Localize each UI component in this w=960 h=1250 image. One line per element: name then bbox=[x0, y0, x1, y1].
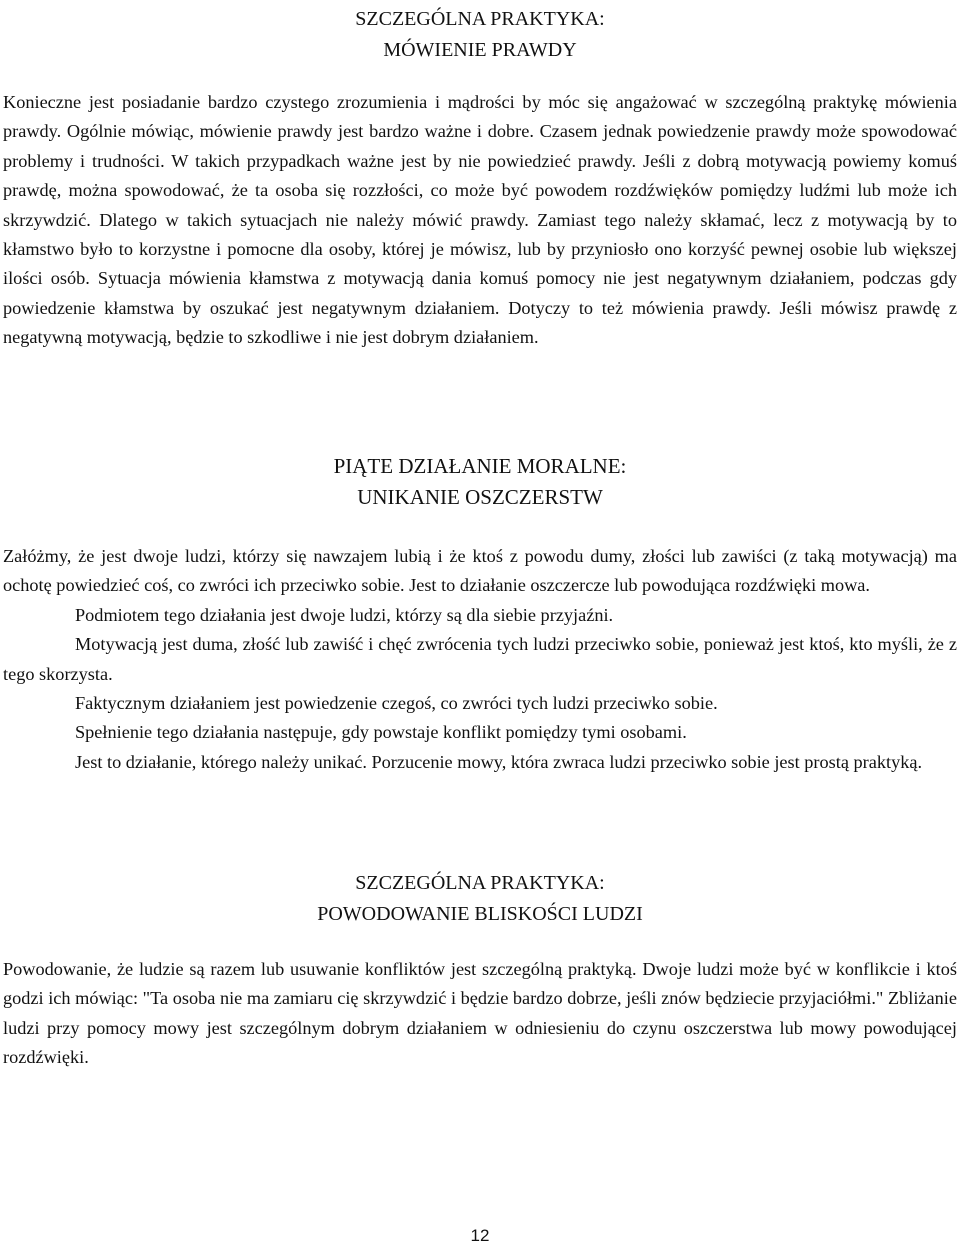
paragraph-slander-intro: Załóżmy, że jest dwoje ludzi, którzy się nawzajem lubią i że ktoś z powodu dumy, złości lub zawiści (z taką motywacją) ma ochotę powiedzieć coś, co zwróci ich przeciwko sobie. Jest to działanie oszczercze lub powodująca rozdźwięki mowa. bbox=[3, 546, 957, 596]
paragraph-speaking-truth: Konieczne jest posiadanie bardzo czystego zrozumienia i mądrości by móc się angażować w szczególną praktykę mówienia prawdy. Ogólnie mówiąc, mówienie prawdy jest bardzo ważne i dobre. Czasem jednak powiedzenie prawdy może spowodować problemy i trudności. W takich przypadkach ważne jest by nie powiedzieć prawdy. Jeśli z dobrą motywacją powiemy komuś prawdę, można spowodować, że ta osoba się rozzłości, co może być powodem rozdźwięków pomiędzy ludźmi lub może ich skrzywdzić. Dlatego w takich sytuacjach nie należy mówić prawdy. Zamiast tego należy skłamać, lecz z motywacją by to kłamstwo było to korzystne i pomocne dla osoby, której je mówisz, lub by przyniosło ono korzyść pewnej osobie lub większej ilości osób. Sytuacja mówienia kłamstwa z motywacją dania komuś pomocy nie jest negatywnym działaniem, podczas gdy powiedzenie kłamstwa by oszukać jest negatywnym działaniem. Dotyczy to też mówienia prawdy. Jeśli mówisz prawdę z negatywną motywacją, będzie to szkodliwe i nie jest dobrym działaniem. bbox=[3, 92, 957, 348]
paragraph-item: Jest to działanie, którego należy unikać. Porzucenie mowy, która zwraca ludzi przeciwko sobie jest prostą praktyką. bbox=[75, 751, 923, 772]
slander-section-body bbox=[3, 542, 957, 777]
paragraph-item: Motywacją jest duma, złość lub zawiść i chęć zwrócenia tych ludzi przeciwko sobie, ponieważ jest ktoś, kto myśli, że z tego skorzysta. bbox=[3, 634, 957, 684]
heading-line: PIĄTE DZIAŁANIE MORALNE: bbox=[333, 454, 627, 478]
paragraph-item: Spełnienie tego działania następuje, gdy powstaje konflikt pomiędzy tymi osobami. bbox=[75, 722, 687, 743]
paragraph-bringing-people-together: Powodowanie, że ludzie są razem lub usuwanie konfliktów jest szczególną praktyką. Dwoje ludzi może być w konflikcie i ktoś godzi ich mówiąc: "Ta osoba nie ma zamiaru cię skrzywdzić i będzie bardzo dobrze, jeśli znów będziecie przyjaciółmi." Zbliżanie ludzi przy pomocy mowy jest szczególnym dobrym działaniem w odniesieniu do czynu oszczerstwa lub mowy powodującej rozdźwięki. bbox=[3, 959, 957, 1068]
section-heading-avoiding-slander bbox=[0, 451, 960, 513]
heading-line: MÓWIENIE PRAWDY bbox=[383, 39, 577, 61]
section-heading-bringing-people-together bbox=[0, 868, 960, 930]
heading-line: SZCZEGÓLNA PRAKTYKA: bbox=[355, 8, 605, 30]
paragraph-item: Faktycznym działaniem jest powiedzenie czegoś, co zwróci tych ludzi przeciwko sobie. bbox=[75, 693, 718, 714]
page-number: 12 bbox=[470, 1226, 490, 1245]
heading-line: SZCZEGÓLNA PRAKTYKA: bbox=[355, 872, 605, 894]
heading-line: POWODOWANIE BLISKOŚCI LUDZI bbox=[317, 903, 643, 925]
paragraph-item: Podmiotem tego działania jest dwoje ludzi, którzy są dla siebie przyjaźni. bbox=[75, 604, 614, 625]
heading-line: UNIKANIE OSZCZERSTW bbox=[357, 485, 603, 509]
section-heading-speaking-truth bbox=[0, 4, 960, 66]
